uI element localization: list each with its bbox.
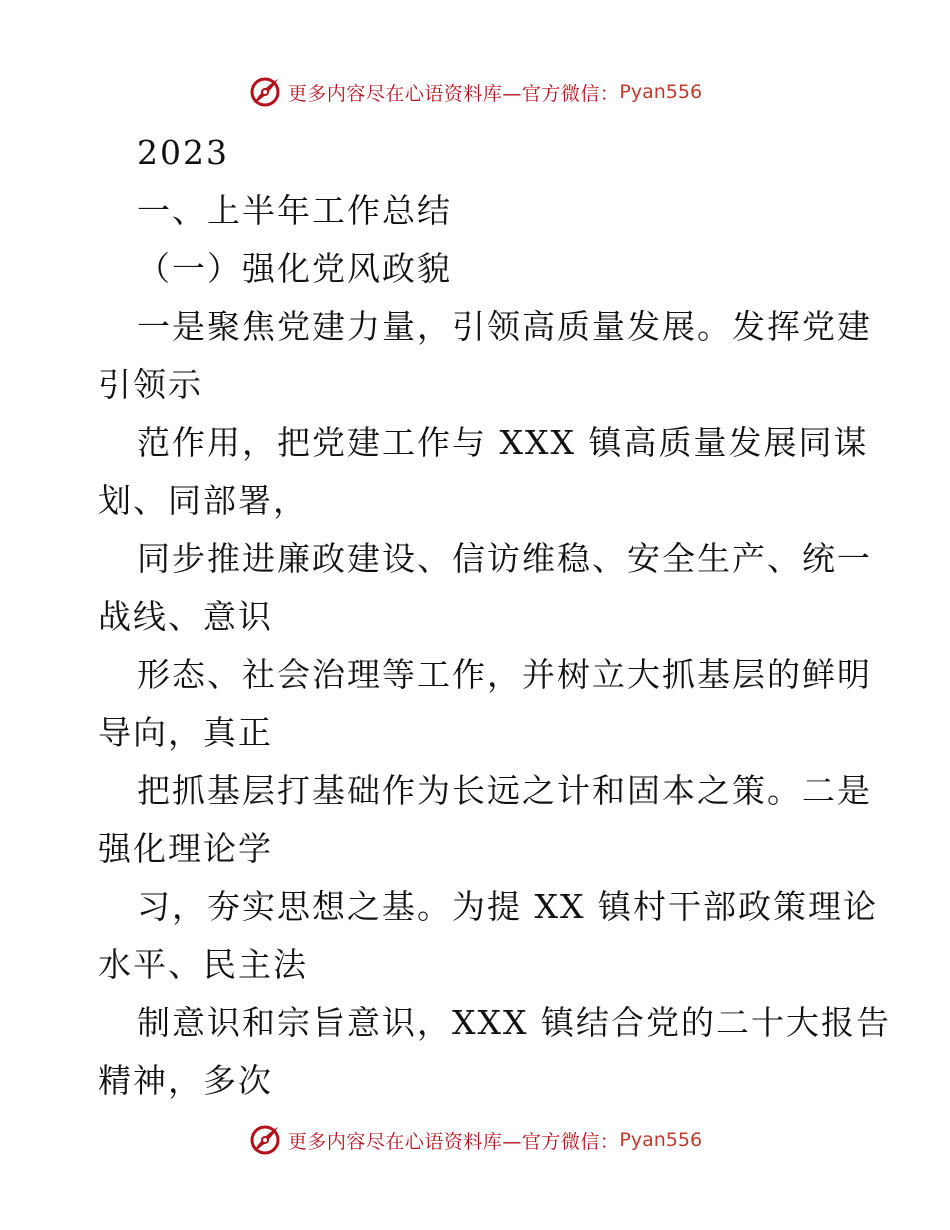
quill-logo-icon: [248, 1123, 282, 1157]
footer-watermark-banner: [0, 1120, 950, 1160]
doc-line: 精神，多次: [98, 1061, 273, 1100]
footer-wechat-id: Pyan556: [619, 1129, 703, 1151]
doc-line: 制意识和宗旨意识，XXX 镇结合党的二十大报告: [137, 1003, 891, 1042]
footer-banner-text: 更多内容尽在心语资料库—官方微信：: [287, 1130, 620, 1153]
doc-line-heading-1: 一、上半年工作总结: [137, 191, 452, 230]
doc-line: 范作用，把党建工作与 XXX 镇高质量发展同谋: [137, 423, 869, 462]
doc-line: 同步推进廉政建设、信访维稳、安全生产、统一: [137, 539, 872, 578]
quill-logo-icon: [248, 75, 282, 109]
doc-line: 习，夯实思想之基。为提 XX 镇村干部政策理论: [137, 887, 878, 926]
header-banner-text: 更多内容尽在心语资料库—官方微信：: [287, 82, 620, 105]
doc-line-year: 2023: [137, 133, 229, 172]
doc-line-subheading-1: （一）强化党风政貌: [137, 249, 452, 288]
doc-line: 强化理论学: [98, 829, 273, 868]
doc-line: 一是聚焦党建力量，引领高质量发展。发挥党建: [137, 307, 872, 346]
header-watermark-banner: [0, 72, 950, 112]
header-wechat-id: Pyan556: [619, 81, 703, 103]
doc-line: 划、同部署，: [98, 481, 308, 520]
doc-line: 形态、社会治理等工作，并树立大抓基层的鲜明: [137, 655, 872, 694]
doc-line: 引领示: [98, 365, 203, 404]
doc-line: 导向，真正: [98, 713, 273, 752]
doc-line: 把抓基层打基础作为长远之计和固本之策。二是: [137, 771, 872, 810]
doc-line: 水平、民主法: [98, 945, 308, 984]
doc-line: 战线、意识: [98, 597, 273, 636]
